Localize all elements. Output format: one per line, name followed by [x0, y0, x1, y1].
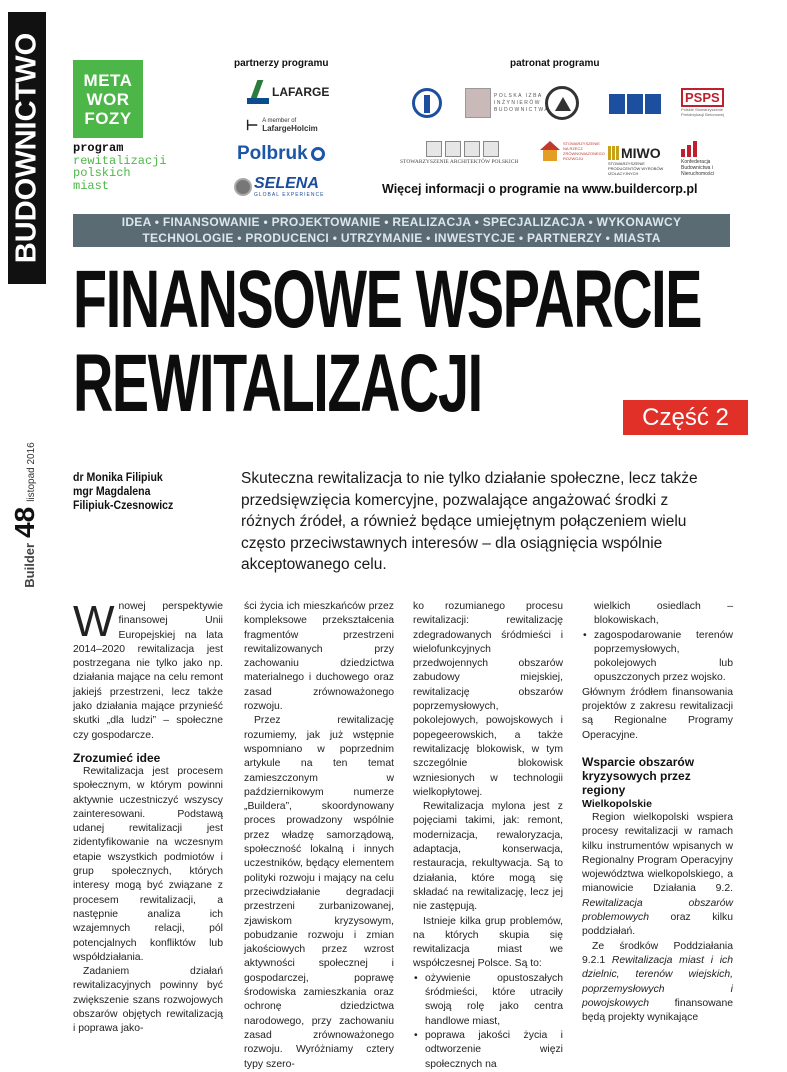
konfederacja-text: Konfederacja Budownictwa i Nieruchomości — [681, 159, 715, 177]
issue-info — [2, 440, 48, 590]
psps-text: PSPS — [681, 88, 724, 107]
lafargeholcim-logo — [246, 117, 318, 134]
sito-logo — [545, 86, 585, 120]
konfederacja-logo — [681, 141, 729, 177]
topics-line: IDEA • FINANSOWANIE • PROJEKTOWANIE • REALIZACJA • SPECJALIZACJA • WYKONAWCY — [121, 215, 682, 229]
dropcap: W — [73, 597, 115, 646]
article-lead: Skuteczna rewitalizacja to nie tylko działanie społeczne, lecz także przedsięwzięcia komercyjne, pozwalające angażować środki z różnych źródeł, a również będące umiejętnym połączeniem wielu często przeciwstawnych interesów – dla osiągnięcia wspólnie akceptowanego celu. — [241, 470, 698, 573]
section-label — [8, 12, 46, 284]
selena-logo — [234, 176, 324, 198]
region-heading: Wielkopolskie — [582, 797, 652, 810]
polbruk-logo — [237, 143, 325, 165]
section-label-text: BUDOWNICTWO — [10, 32, 43, 264]
more-info-link[interactable]: Więcej informacji o programie na www.buildercorp.pl — [382, 182, 698, 196]
metamorfozy-logo — [73, 60, 143, 138]
topics-line: TECHNOLOGIE • PRODUCENCI • UTRZYMANIE • INWESTYCJE • PARTNERZY • MIASTA — [142, 230, 661, 245]
holcim-line1: A member of — [262, 118, 297, 124]
author-line: dr Monika Filipiuk — [73, 470, 163, 484]
selena-globe-icon — [234, 178, 252, 196]
author-line: mgr Magdalena — [73, 484, 151, 498]
konfederacja-bars-icon — [681, 141, 729, 157]
polbruk-mark-icon — [311, 147, 325, 161]
program-subtitle — [73, 142, 167, 192]
topics-bar — [73, 214, 730, 247]
partners-label: partnerzy programu — [234, 58, 329, 69]
itb-bar-icon — [627, 94, 643, 114]
sarp-letter-icon — [426, 141, 442, 157]
holcim-line2: LafargeHolcim — [262, 124, 318, 133]
logo-line: WOR — [86, 89, 130, 109]
list-item: • poprawa jakości życia i odtworzenie więzi społecznych na — [413, 1029, 563, 1072]
itb-bar-icon — [609, 94, 625, 114]
selena-text: SELENA — [254, 175, 319, 192]
problem-list — [582, 629, 733, 686]
logo-line: FOZY — [84, 108, 132, 128]
lafarge-logo — [247, 80, 329, 104]
piib-text: POLSKA IZBA INŻYNIERÓW BUDOWNICTWA — [494, 92, 550, 113]
paragraph: Rewitalizacja mylona jest z pojęciami takimi, jak: remont, modernizacja, rewaloryzacja, adaptacja, konserwacja, restauracja, rekultywacja. Są to działania, które mogą się składać na rewitalizację, lecz jej nie zastępują. — [413, 801, 563, 913]
program-subtitle-line: miast — [73, 178, 110, 193]
paragraph: Przez rewitalizację rozumiemy, jak już wstępnie wspomniano w poprzednim artykule na ten temat zamieszczonym w październikowym numerze „Buildera”, skoordynowany proces prowadzony wspólnie przez władzę samorządową, społeczność lokalną i innych uczestników, będący elementem polityki rozwoju i mający na celu przeciwdziałanie degradacji przestrzeni zurbanizowanej, zjawiskom kryzysowym, pobudzanie rozwoju i zmian jakościowych przez wzrost aktywności społecznej i gospodarczej, poprawę środowiska zamieszkania oraz ochronę dziedzictwa narodowego, przy zachowaniu zasad zrównoważonego rozwoju. Wyróżniamy cztery typy szero- — [244, 715, 394, 1070]
body-column-3 — [413, 600, 563, 1072]
psps-logo — [681, 88, 731, 122]
ministry-logo-icon — [412, 88, 442, 118]
sarp-letter-icon — [464, 141, 480, 157]
piib-emblem-icon — [465, 88, 491, 118]
page-number: 48 — [9, 506, 40, 538]
sito-emblem-icon — [545, 86, 579, 120]
paragraph: ści życia ich mieszkańców przez kompleksowe przekształcenia fragmentów przestrzeni rewitalizowanych przy zachowaniu dziedzictwa materialnego i duchowego oraz zasad zrównoważonego rozwoju. — [244, 601, 394, 713]
list-item: • zagospodarowanie terenów poprzemysłowych, pokolejowych lub opuszczonych przez wojsko. — [582, 629, 733, 686]
paragraph: Zadaniem działań rewitalizacyjnych powinny być zwiększenie szans rozwojowych obszarów objętych rewitalizacją i poprawa jako- — [73, 966, 223, 1035]
headline-line: FINANSOWE WSPARCIE — [73, 254, 702, 345]
paragraph: Ze środków Poddziałania 9.2.1 Rewitalizacja miast i ich dzielnic, terenów wiejskich, poprzemysłowych i powojskowych finansowane będą projekty wynikające — [582, 940, 733, 1024]
itb-logo — [609, 94, 665, 114]
sarp-letter-icon — [483, 141, 499, 157]
authors — [73, 470, 173, 512]
house-icon — [540, 141, 560, 161]
piib-logo — [465, 88, 550, 118]
sustainable-development-logo — [540, 141, 605, 161]
lafargeholcim-mark-icon: ⊢ — [246, 117, 259, 133]
lafarge-text: LAFARGE — [272, 85, 330, 99]
logo-line: META — [83, 70, 133, 90]
miwo-text: MIWO — [621, 145, 661, 161]
miwo-logo — [608, 145, 674, 176]
paragraph: nowej perspektywie finansowej Unii Europejskiej na lata 2014–2020 rewitalizacja jest postrzegana nie tylko jako np. działania mające na celu remont jakiejś przestrzeni, lecz także jako działania mające przynieść skutki „dla ludzi” – społeczne czy gospodarcze. — [73, 601, 223, 741]
subheading: Zrozumieć idee — [73, 750, 161, 765]
miwo-bars-icon — [608, 146, 619, 160]
body-column-2 — [244, 600, 394, 1072]
list-item: • ożywienie opustoszałych śródmieści, które utraciły swoją rolę jako centra handlowe miast, — [413, 972, 563, 1029]
house-text: STOWARZYSZENIE NA RZECZ ZRÓWNOWAŻONEGO ROZWOJU — [563, 141, 605, 161]
body-column-4 — [582, 600, 733, 1025]
program-subtitle-line: program — [73, 141, 124, 155]
paragraph: Głównym źródłem finansowania projektów z zakresu rewitalizacji są Regionalne Programy Operacyjne. — [582, 686, 733, 741]
program-subtitle-line: polskich — [73, 166, 131, 180]
polbruk-text: Polbruk — [237, 143, 308, 164]
paragraph: ko rozumianego procesu rewitalizacji: rewitalizację zdegradowanych śródmieści i wielofunkcyjnych przedwojennych obszarów zabudowy miejskiej, rewitalizację obszarów poprzemysłowych, pokolejowych, powojskowych i popegeerowskich, a także rewitalizację blokowisk, w tym szczególnie blokowisk wzniesionych w technologii wielkopłytowej. — [413, 601, 563, 798]
author-line: Filipiuk-Czesnowicz — [73, 498, 174, 512]
part-badge: Część 2 — [623, 400, 748, 435]
patronage-label: patronat programu — [510, 58, 600, 69]
issue-date: listopad 2016 — [26, 442, 37, 502]
sarp-letter-icon — [445, 141, 461, 157]
paragraph: Istnieje kilka grup problemów, na których skupia się rewitalizacja miast we współczesnej Polsce. Są to: — [413, 915, 563, 970]
lafarge-mark-icon — [247, 80, 269, 104]
problem-list — [413, 972, 563, 1072]
psps-subtext: Polskie Stowarzyszenie Prefabrykacji Betonowej — [681, 107, 724, 117]
itb-bar-icon — [645, 94, 661, 114]
paragraph: Rewitalizacja jest procesem społecznym, w którym powinni aktywnie uczestniczyć wszyscy zainteresowani. Podstawą udanej rewitalizacji jest zidentyfikowanie na wczesnym etapie wszystkich podmiotów i grup społecznych, których interesy mogą być związane z procesem rewitalizacji, a następnie analiza ich wzajemnych relacji, pól potencjalnych konfliktów lub współdziałania. — [73, 765, 223, 963]
program-subtitle-line: rewitalizacji — [73, 153, 167, 168]
selena-tagline: GLOBAL EXPERIENCE — [254, 192, 325, 198]
headline-line: REWITALIZACJI — [73, 338, 482, 429]
magazine-name: Builder — [22, 542, 37, 588]
subheading: Wsparcie obszarów kryzysowych przez regiony — [582, 754, 695, 797]
sarp-logo — [400, 141, 530, 165]
sarp-text: STOWARZYSZENIE ARCHITEKTÓW POLSKICH — [400, 159, 519, 165]
miwo-subtext: STOWARZYSZENIE PRODUCENTÓW WYROBÓW IZOLACYJNYCH — [608, 161, 664, 176]
paragraph: Region wielkopolski wspiera procesy rewitalizacji w ramach kilku instrumentów wpisanych w Regionalny Program Operacyjny województwa wielkopolskiego, a mianowicie Działania 9.2. Rewitalizacja obszarów problemowych oraz kilku poddziałań. — [582, 811, 733, 938]
list-item-continuation: wielkich osiedlach – blokowiskach, — [594, 601, 733, 627]
body-column-1 — [73, 597, 223, 1037]
